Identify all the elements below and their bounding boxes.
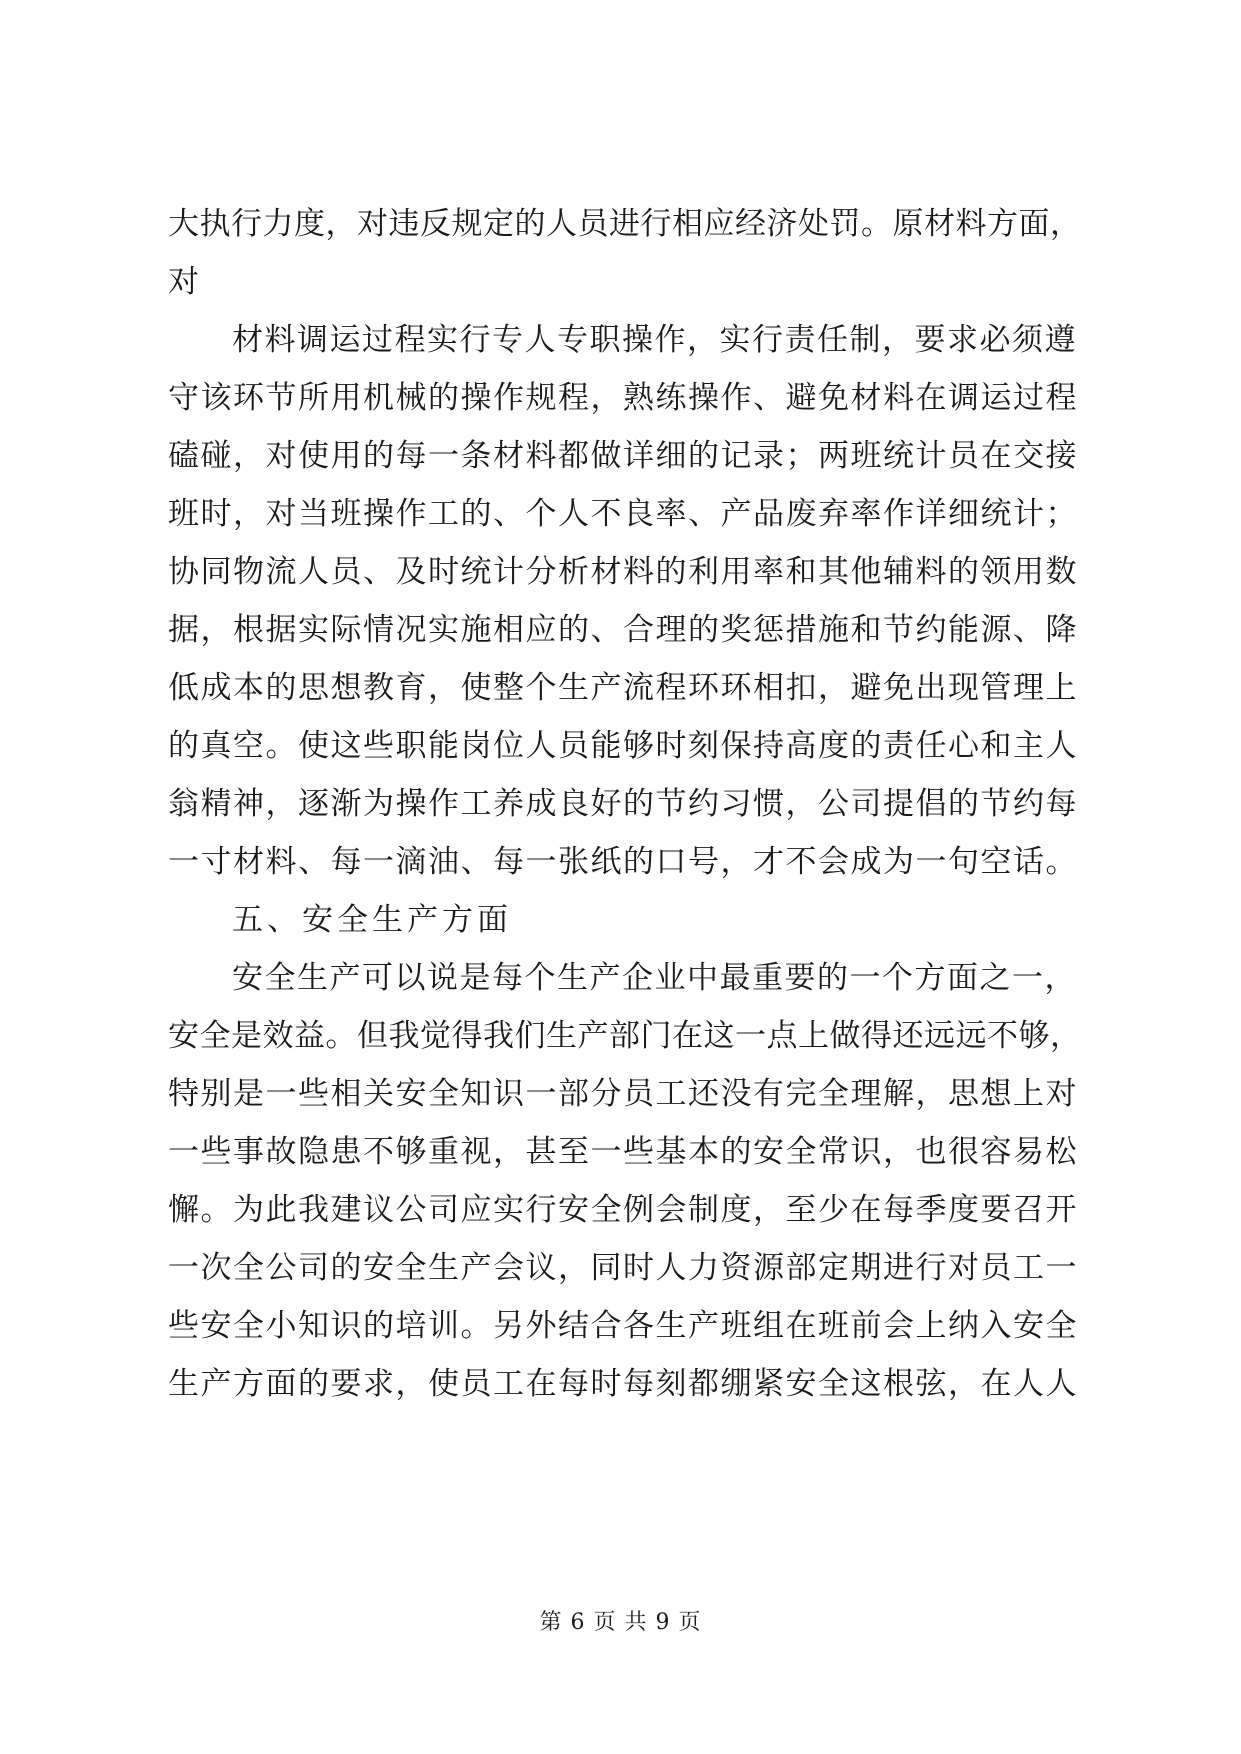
- text-line: 安全生产可以说是每个生产企业中最重要的一个方面之一，: [232, 960, 1077, 996]
- text-line: 五、安全生产方面: [232, 902, 512, 938]
- text-line: 特别是一些相关安全知识一部分员工还没有完全理解，思想上对: [168, 1076, 1078, 1112]
- text-line: 一些事故隐患不够重视，甚至一些基本的安全常识，也很容易松: [168, 1134, 1078, 1170]
- page-footer: 第 6 页 共 9 页: [539, 1610, 702, 1635]
- text-line: 大执行力度，对违反规定的人员进行相应经济处罚。原材料方面，: [168, 206, 1082, 242]
- text-line: 翁精神，逐渐为操作工养成良好的节约习惯，公司提倡的节约每: [168, 786, 1078, 822]
- text-line: 协同物流人员、及时统计分析材料的利用率和其他辅料的领用数: [168, 554, 1078, 590]
- text-line: 材料调运过程实行专人专职操作，实行责任制，要求必须遵: [232, 322, 1077, 358]
- text-line: 一寸材料、每一滴油、每一张纸的口号，才不会成为一句空话。: [168, 844, 1078, 880]
- document-body: [168, 195, 1088, 1413]
- text-line: 安全是效益。但我觉得我们生产部门在这一点上做得还远远不够，: [168, 1018, 1082, 1054]
- text-line: 守该环节所用机械的操作规程，熟练操作、避免材料在调运过程: [168, 380, 1078, 416]
- text-line: 一次全公司的安全生产会议，同时人力资源部定期进行对员工一: [168, 1250, 1078, 1286]
- text-line: 据，根据实际情况实施相应的、合理的奖惩措施和节约能源、降: [168, 612, 1078, 648]
- text-line: 些安全小知识的培训。另外结合各生产班组在班前会上纳入安全: [168, 1308, 1078, 1344]
- text-line: 生产方面的要求，使员工在每时每刻都绷紧安全这根弦，在人人: [168, 1366, 1078, 1402]
- text-line: 懈。为此我建议公司应实行安全例会制度，至少在每季度要召开: [168, 1192, 1078, 1228]
- text-line: 班时，对当班操作工的、个人不良率、产品废弃率作详细统计；: [168, 496, 1078, 532]
- text-line: 低成本的思想教育，使整个生产流程环环相扣，避免出现管理上: [168, 670, 1078, 706]
- text-line: 磕碰，对使用的每一条材料都做详细的记录；两班统计员在交接: [168, 438, 1078, 474]
- text-line: 的真空。使这些职能岗位人员能够时刻保持高度的责任心和主人: [168, 728, 1078, 764]
- text-line: 对: [168, 264, 203, 300]
